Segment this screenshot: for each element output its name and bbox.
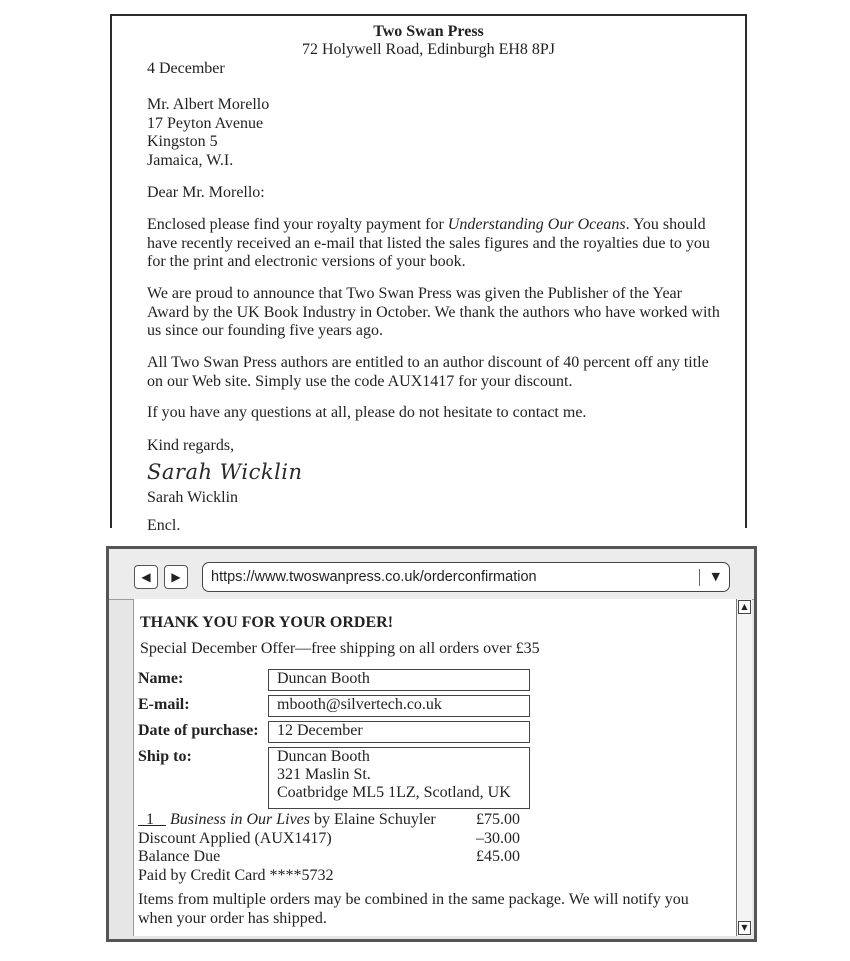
paragraph-award: We are proud to announce that Two Swan Press was given the Publisher of the Year Award by the UK Book Industry in October. We thank the authors who have worked with us since our founding five years ago. [147,285,720,339]
ship-to-field [268,747,530,809]
date-label: Date of purchase: [138,722,259,739]
paragraph-text: Enclosed please find your royalty payment for [147,216,448,233]
back-button[interactable] [134,565,158,589]
recipient-line: Kingston 5 [147,133,218,150]
order-item [138,811,436,830]
recipient-line: Jamaica, W.I. [147,151,234,169]
company-address: 72 Holywell Road, Edinburgh EH8 8PJ [301,41,556,58]
letter [110,14,747,534]
recipient-line: Mr. Albert Morello [147,96,270,113]
letterhead [112,23,745,59]
discount-label: Discount Applied (AUX1417) [138,829,332,847]
ship-to-line: Duncan Booth [277,748,370,765]
discount-amount: –30.00 [476,829,520,847]
scroll-up-icon[interactable]: ▲ [738,600,751,614]
shipping-note: Items from multiple orders may be combined in the same package. We will notify you when your order has shipped. [138,891,689,927]
ship-to-line: 321 Maslin St. [277,766,371,783]
address-bar-divider [699,569,700,586]
item-quantity [138,811,166,828]
email-field: mbooth@silvertech.co.uk [268,695,530,717]
signer-name: Sarah Wicklin [147,489,239,506]
ship-to-line: Coatbridge ML5 1LZ, Scotland, UK [277,784,511,801]
paragraph-royalty [147,216,722,272]
url-text: https://www.twoswanpress.co.uk/orderconfirmation [211,569,537,585]
signature: Sarah Wicklin [147,460,303,484]
chevron-down-icon[interactable]: ▼ [711,570,720,583]
enclosure-note: Encl. [147,517,181,534]
back-arrow-icon: ◀ [141,570,151,584]
item-price: £75.00 [476,811,520,828]
closing: Kind regards, [147,437,235,454]
forward-button[interactable] [164,565,188,589]
forward-arrow-icon: ▶ [171,570,181,584]
name-field: Duncan Booth [268,669,530,691]
paragraph-contact: If you have any questions at all, please do not hesitate to contact me. [147,404,587,421]
item-quantity-value: 1 [146,811,154,828]
offer-text: Special December Offer—free shipping on all orders over £35 [140,640,540,657]
page-content [133,599,736,936]
paragraph-text: . You should have recently received an e-mail that listed the sales figures and the royalties due to you for the print and electronic versions of your book. [147,216,710,270]
email-label: E-mail: [138,696,190,713]
letter-date: 4 December [147,60,225,77]
browser-toolbar [109,549,754,600]
company-name: Two Swan Press [373,23,484,40]
item-author: by Elaine Schuyler [310,811,436,828]
item-title: Business in Our Lives [170,811,310,828]
ship-to-label: Ship to: [138,748,192,765]
book-title: Understanding Our Oceans [447,216,626,233]
browser-window [106,546,757,942]
date-field: 12 December [268,721,530,743]
paragraph-discount: All Two Swan Press authors are entitled to an author discount of 40 percent off any title on our Web site. Simply use the code AUX1417 for your discount. [147,354,709,390]
scroll-down-icon[interactable]: ▼ [738,921,751,935]
balance-amount: £45.00 [476,848,520,865]
balance-label: Balance Due [138,848,221,865]
salutation: Dear Mr. Morello: [147,184,265,201]
payment-info: Paid by Credit Card ****5732 [138,866,334,884]
vertical-scrollbar[interactable] [736,599,752,936]
recipient-line: 17 Peyton Avenue [147,114,264,132]
order-title: THANK YOU FOR YOUR ORDER! [140,614,394,631]
address-bar[interactable] [202,562,730,592]
name-label: Name: [138,670,184,687]
